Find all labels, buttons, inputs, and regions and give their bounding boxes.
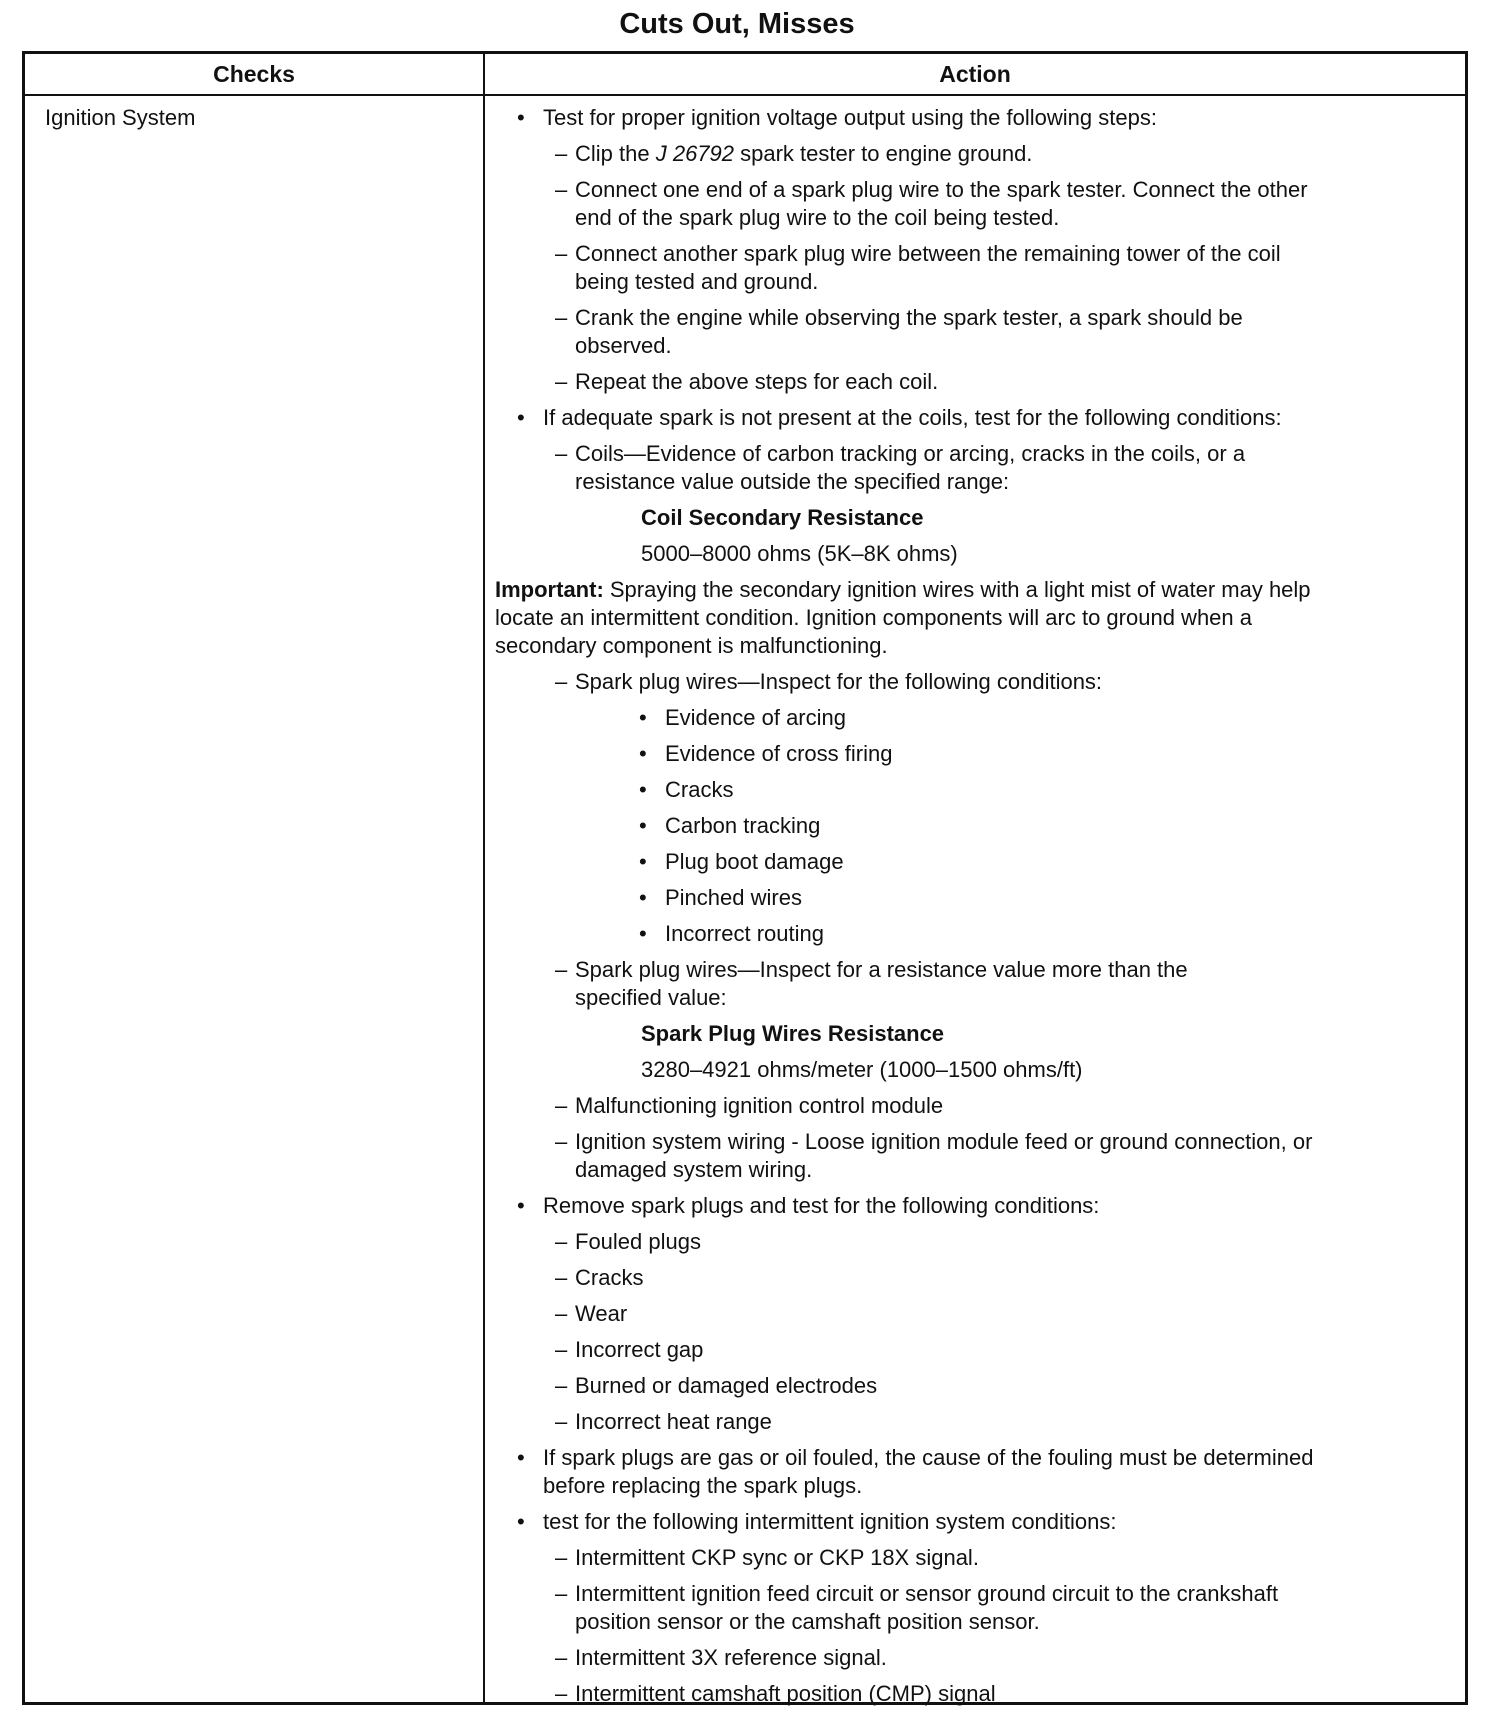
dash-marker: –	[555, 1229, 568, 1254]
condition-text: Ignition system wiring - Loose ignition module feed or ground connection, or	[575, 1129, 1313, 1154]
item-text: Evidence of arcing	[665, 705, 846, 730]
condition-text: damaged system wiring.	[575, 1157, 813, 1182]
item-text: Fouled plugs	[575, 1229, 701, 1254]
bullet-marker: •	[639, 813, 647, 838]
wire-condition-item	[495, 740, 1457, 768]
intermittent-item	[495, 1644, 1457, 1672]
item-text: Intermittent CKP sync or CKP 18X signal.	[575, 1545, 979, 1570]
step-text: Repeat the above steps for each coil.	[575, 369, 939, 394]
important-label: Important:	[495, 577, 604, 602]
plug-condition-item	[495, 1228, 1457, 1256]
plug-condition-item	[495, 1264, 1457, 1292]
dash-marker: –	[555, 957, 568, 982]
dash-marker: –	[555, 177, 568, 202]
tool-number: J 26792	[655, 141, 735, 166]
step-clip-tester	[495, 140, 1457, 168]
bullet-fouled-plugs	[495, 1444, 1457, 1500]
dash-marker: –	[555, 305, 568, 330]
dash-marker: –	[555, 1681, 568, 1706]
item-text: Intermittent ignition feed circuit or sensor ground circuit to the crankshaft	[575, 1581, 1279, 1606]
step-text: Connect another spark plug wire between the remaining tower of the coil	[575, 241, 1281, 266]
dash-marker: –	[555, 1265, 568, 1290]
item-text: Intermittent camshaft position (CMP) signal	[575, 1681, 996, 1706]
coil-spec-title: Coil Secondary Resistance	[641, 505, 924, 530]
wire-condition-item	[495, 848, 1457, 876]
wire-spec-value: 3280–4921 ohms/meter (1000–1500 ohms/ft)	[641, 1057, 1083, 1082]
dash-marker: –	[555, 1645, 568, 1670]
bullet-text: If spark plugs are gas or oil fouled, the cause of the fouling must be determined	[543, 1445, 1314, 1470]
step-connect-another	[495, 240, 1457, 296]
step-text: being tested and ground.	[575, 269, 819, 294]
dash-marker: –	[555, 1093, 568, 1118]
dash-marker: –	[555, 669, 568, 694]
intermittent-item	[495, 1580, 1457, 1636]
item-text: Intermittent 3X reference signal.	[575, 1645, 887, 1670]
important-text: locate an intermittent condition. Ignition components will arc to ground when a	[495, 605, 1252, 630]
condition-text: Spark plug wires—Inspect for a resistance value more than the	[575, 957, 1188, 982]
bullet-adequate-spark	[495, 404, 1457, 432]
item-text: Pinched wires	[665, 885, 802, 910]
item-text: position sensor or the camshaft position sensor.	[575, 1609, 1040, 1634]
condition-text: Spark plug wires—Inspect for the following conditions:	[575, 669, 1103, 694]
bullet-marker: •	[639, 921, 647, 946]
action-cell	[495, 104, 1457, 1708]
condition-text: specified value:	[575, 985, 727, 1010]
dash-marker: –	[555, 1373, 568, 1398]
wire-condition-item	[495, 884, 1457, 912]
item-text: Carbon tracking	[665, 813, 821, 838]
plug-condition-item	[495, 1300, 1457, 1328]
dash-marker: –	[555, 1409, 568, 1434]
bullet-text: Remove spark plugs and test for the following conditions:	[543, 1193, 1100, 1218]
condition-wire-resistance	[495, 956, 1457, 1012]
coil-spec-value: 5000–8000 ohms (5K–8K ohms)	[641, 541, 958, 566]
item-text: Cracks	[575, 1265, 644, 1290]
wire-condition-item	[495, 704, 1457, 732]
dash-marker: –	[555, 1581, 568, 1606]
checks-column-header: Checks	[213, 61, 295, 87]
item-text: Cracks	[665, 777, 734, 802]
bullet-text: If adequate spark is not present at the coils, test for the following conditions:	[543, 405, 1282, 430]
item-text: Incorrect routing	[665, 921, 824, 946]
bullet-marker: •	[639, 777, 647, 802]
bullet-marker: •	[639, 885, 647, 910]
bullet-test-voltage	[495, 104, 1457, 132]
bullet-remove-plugs	[495, 1192, 1457, 1220]
dash-marker: –	[555, 241, 568, 266]
dash-marker: –	[555, 1337, 568, 1362]
action-column-header: Action	[939, 61, 1011, 87]
dash-marker: –	[555, 141, 568, 166]
important-text: secondary component is malfunctioning.	[495, 633, 888, 658]
checks-cell: Ignition System	[45, 105, 196, 130]
bullet-marker: •	[639, 705, 647, 730]
condition-text: resistance value outside the specified range:	[575, 469, 1010, 494]
bullet-marker: •	[639, 849, 647, 874]
condition-text: Malfunctioning ignition control module	[575, 1093, 944, 1118]
bullet-marker: •	[517, 1193, 525, 1218]
dash-marker: –	[555, 1129, 568, 1154]
step-connect-wire	[495, 176, 1457, 232]
bullet-marker: •	[517, 1445, 525, 1470]
item-text: Incorrect heat range	[575, 1409, 772, 1434]
important-text: Spraying the secondary ignition wires with a light mist of water may help	[603, 577, 1311, 602]
bullet-marker: •	[517, 105, 525, 130]
troubleshooting-table	[22, 51, 1468, 1705]
important-note	[495, 576, 1457, 660]
condition-coils	[495, 440, 1457, 496]
bullet-text: Test for proper ignition voltage output using the following steps:	[543, 105, 1157, 130]
bullet-marker: •	[517, 405, 525, 430]
dash-marker: –	[555, 441, 568, 466]
item-text: Burned or damaged electrodes	[575, 1373, 878, 1398]
header-divider	[25, 94, 1465, 96]
intermittent-item	[495, 1544, 1457, 1572]
step-text: Connect one end of a spark plug wire to the spark tester. Connect the other	[575, 177, 1308, 202]
bullet-marker: •	[517, 1509, 525, 1534]
step-repeat	[495, 368, 1457, 396]
dash-marker: –	[555, 1545, 568, 1570]
wire-spec-title: Spark Plug Wires Resistance	[641, 1021, 945, 1046]
condition-module	[495, 1092, 1457, 1120]
step-text: end of the spark plug wire to the coil being tested.	[575, 205, 1060, 230]
step-text: Crank the engine while observing the spark tester, a spark should be	[575, 305, 1243, 330]
column-divider	[483, 54, 485, 1702]
bullet-intermittent	[495, 1508, 1457, 1536]
condition-text: Coils—Evidence of carbon tracking or arcing, cracks in the coils, or a	[575, 441, 1246, 466]
dash-marker: –	[555, 1301, 568, 1326]
step-text: spark tester to engine ground.	[734, 141, 1033, 166]
dash-marker: –	[555, 369, 568, 394]
page-title: Cuts Out, Misses	[619, 8, 855, 40]
intermittent-item	[495, 1680, 1457, 1708]
step-text: Clip the	[575, 141, 656, 166]
wire-condition-item	[495, 776, 1457, 804]
plug-condition-item	[495, 1372, 1457, 1400]
bullet-text: before replacing the spark plugs.	[543, 1473, 863, 1498]
item-text: Incorrect gap	[575, 1337, 704, 1362]
item-text: Evidence of cross firing	[665, 741, 893, 766]
step-crank-engine	[495, 304, 1457, 360]
plug-condition-item	[495, 1408, 1457, 1436]
step-text: observed.	[575, 333, 672, 358]
bullet-text: test for the following intermittent ignition system conditions:	[543, 1509, 1117, 1534]
bullet-marker: •	[639, 741, 647, 766]
item-text: Wear	[575, 1301, 628, 1326]
plug-condition-item	[495, 1336, 1457, 1364]
wire-condition-item	[495, 920, 1457, 948]
condition-wiring	[495, 1128, 1457, 1184]
wire-condition-item	[495, 812, 1457, 840]
item-text: Plug boot damage	[665, 849, 844, 874]
condition-spark-plug-wires	[495, 668, 1457, 696]
